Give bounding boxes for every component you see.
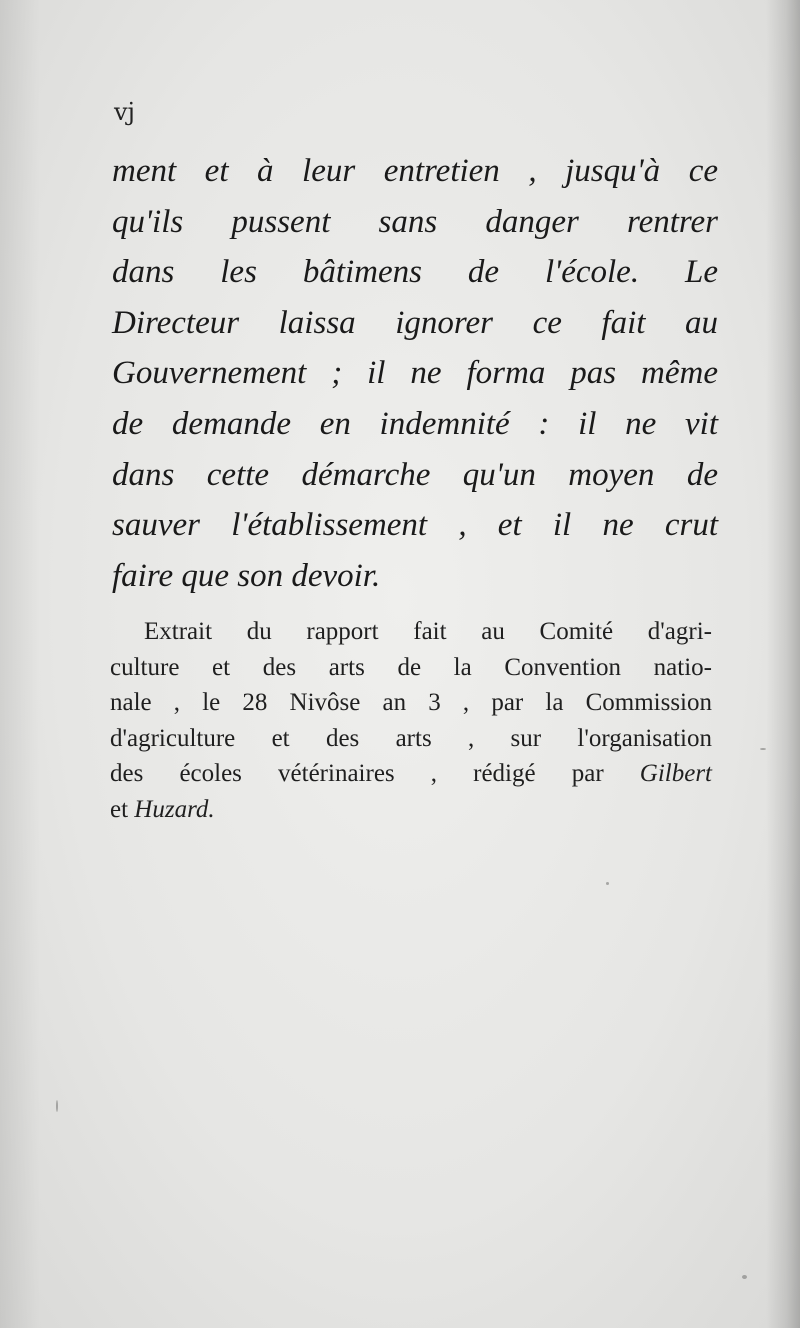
page-edge-shadow (766, 0, 800, 1328)
note-line: Extrait du rapport fait au Comité d'agri- (144, 618, 712, 645)
paragraph-line: sauver l'établissement , et il ne crut (112, 507, 718, 544)
main-paragraph (112, 146, 718, 601)
note-line-authors (110, 792, 712, 828)
note-line: nale , le 28 Nivôse an 3 , par la Commission (110, 689, 712, 716)
paper-speck (606, 882, 609, 885)
paper-speck (56, 1100, 58, 1112)
note-line: d'agriculture et des arts , sur l'organisation (110, 724, 712, 752)
paragraph-line: Directeur laissa ignorer ce fait au (112, 304, 718, 341)
paragraph-line: dans cette démarche qu'un moyen de (112, 456, 718, 493)
author-huzard: Huzard. (134, 795, 215, 823)
source-note (110, 614, 712, 827)
page-number: vj (114, 98, 135, 126)
note-line-with-author (110, 756, 712, 792)
paper-speck (760, 748, 766, 750)
paper-speck (742, 1275, 747, 1279)
paragraph-line: dans les bâtimens de l'école. Le (112, 254, 718, 291)
author-conjunction: et (110, 795, 129, 823)
paragraph-line: faire que son devoir. (112, 557, 381, 594)
paragraph-line: de demande en indemnité : il ne vit (112, 405, 718, 442)
author-gilbert: Gilbert (639, 760, 712, 787)
note-line: culture et des arts de la Convention natio- (110, 653, 712, 681)
paragraph-line: ment et à leur entretien , jusqu'à ce (112, 153, 718, 189)
page-gutter-shade (0, 0, 40, 1328)
paragraph-line: qu'ils pussent sans danger rentrer (112, 203, 718, 240)
note-line-text: des écoles vétérinaires , rédigé par (110, 760, 604, 787)
paragraph-line: Gouvernement ; il ne forma pas même (112, 355, 718, 392)
